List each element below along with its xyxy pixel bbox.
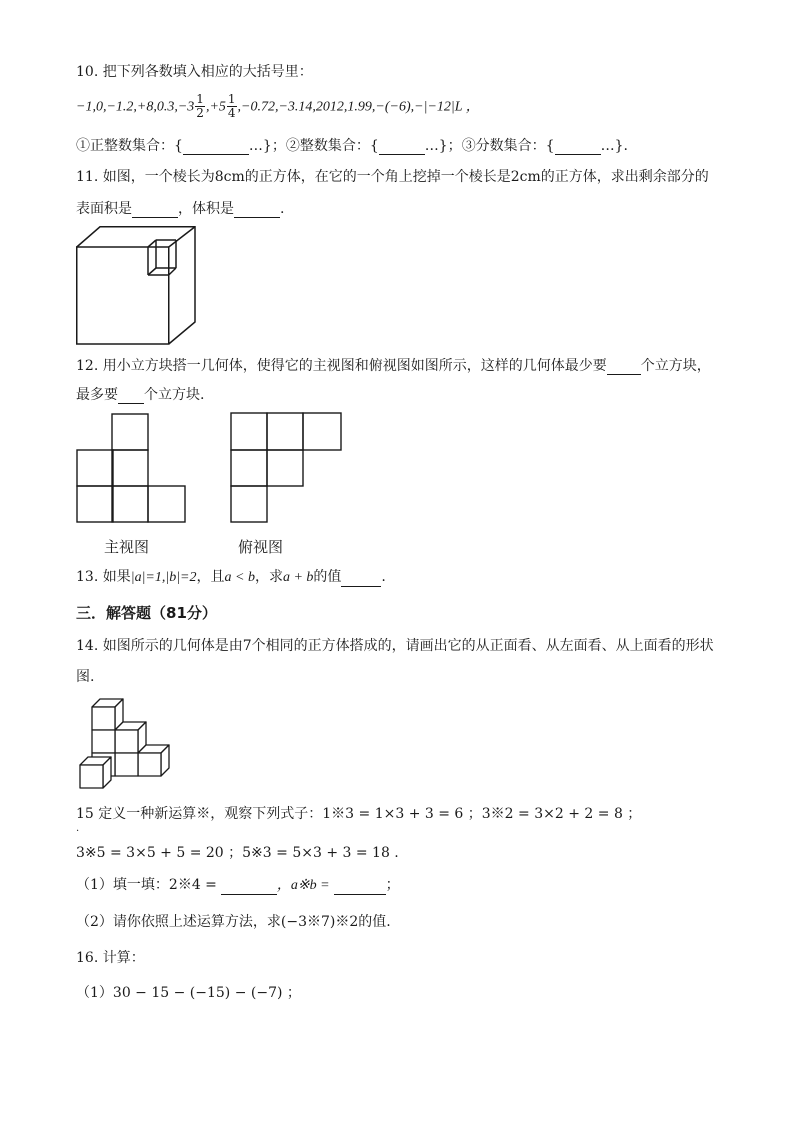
top-cell <box>231 413 267 450</box>
front-cell <box>148 486 185 522</box>
q10-numbers-a: −1,0,−1.2,+8,0.3,−3 <box>76 99 195 115</box>
top-cell <box>303 413 341 450</box>
q13-end: . <box>381 569 386 585</box>
front-cell <box>77 450 113 486</box>
cube-top-side-edges <box>77 227 195 344</box>
q12-caption-front: 主视图 <box>104 538 150 556</box>
q12-caption-top: 俯视图 <box>238 538 284 556</box>
cube-front <box>115 730 138 753</box>
section3-title: 三．解答题（81分） <box>76 604 217 622</box>
q12-min-label: 12. 用小立方块搭一几何体，使得它的主视图和俯视图如图所示，这样的几何体最少要 <box>76 358 607 374</box>
q13-middle: ，且 <box>196 569 225 585</box>
q13-ask: ，求 <box>254 569 283 585</box>
q14-line2: 图. <box>76 669 95 685</box>
front-cell <box>112 414 148 450</box>
q12-max-blank <box>118 389 144 404</box>
q10-sets <box>76 137 628 155</box>
notch-edge-6 <box>169 268 176 275</box>
notch-edge-3 <box>148 240 156 247</box>
cube-front <box>80 765 103 788</box>
q15-dot: . <box>76 823 80 834</box>
q10-numbers <box>76 93 480 121</box>
q10-set3-label: ③分数集合：{ <box>461 138 555 154</box>
notch-edge-9 <box>148 268 156 275</box>
q12-front-view <box>76 413 188 525</box>
top-cell <box>267 413 303 450</box>
front-cell <box>77 486 113 522</box>
q13-expression: a + b <box>282 570 314 585</box>
q13-blank <box>341 572 381 587</box>
q15-part1-blank1 <box>221 880 277 895</box>
top-cell <box>231 486 267 522</box>
q10-set3-blank <box>555 140 601 155</box>
q13-inequality: a < b <box>224 570 255 585</box>
q10-set2-end: …}； <box>424 138 462 154</box>
q15-part2: （2）请你依照上述运算方法，求(−3※7)※2的值. <box>76 914 391 930</box>
q10-set2-label: ②整数集合：{ <box>285 138 379 154</box>
q14-line1: 14. 如图所示的几何体是由7个相同的正方体搭成的，请画出它的从正面看、从左面看、从上面看的形状 <box>76 638 714 654</box>
top-cell <box>267 450 303 486</box>
cube-front <box>92 730 115 753</box>
q11-line2 <box>76 200 284 218</box>
q10-set1-label: ①正整数集合：{ <box>76 138 183 154</box>
q15-part1-label: （1）填一填：2※4 = <box>76 877 217 893</box>
q11-cube-figure <box>76 226 198 346</box>
q11-line1: 11. 如图，一个棱长为8cm的正方体，在它的一个角上挖掉一个棱长是2cm的正方体，求出剩余部分的 <box>76 169 709 185</box>
q11-surface-label: 表面积是 <box>76 201 132 217</box>
q13-prefix: 13. 如果 <box>76 569 131 585</box>
q10-numbers-b: ,+5 <box>205 99 226 115</box>
top-cell <box>231 450 267 486</box>
q13-line <box>76 568 386 587</box>
cube-front <box>138 753 161 776</box>
q11-end: . <box>280 201 285 217</box>
q11-volume-blank <box>234 203 280 218</box>
q11-volume-label: ，体积是 <box>178 201 234 217</box>
q15-part1-end: ； <box>385 877 400 893</box>
cube-front-face <box>77 247 169 344</box>
q12-max-label: 最多要 <box>76 387 118 403</box>
q12-line2 <box>76 386 204 404</box>
cube-front <box>92 707 115 730</box>
q10-numbers-c: ,−0.72,−3.14,2012,1.99,−(−6),−|−12|L ， <box>237 99 480 115</box>
cube-front <box>115 753 138 776</box>
q10-prompt: 10. 把下列各数填入相应的大括号里： <box>76 64 313 80</box>
front-cell <box>112 486 148 522</box>
q10-fraction-1: $\frac{1}{2}$ <box>196 92 204 120</box>
q15-part1-expr: ，a※b = <box>276 878 330 893</box>
q12-line1 <box>76 357 711 375</box>
q10-set1-blank <box>183 140 249 155</box>
q16-part1: （1）30 − 15 − (−15) − (−7) ； <box>76 985 301 1001</box>
q10-fraction-2: $\frac{1}{4}$ <box>227 92 236 120</box>
q10-set3-end: …}. <box>600 138 628 154</box>
q15-part1 <box>76 876 400 895</box>
cube-top-right-edge <box>169 227 195 247</box>
q12-min-blank <box>607 360 641 375</box>
q15-line2: 3※5 = 3×5 + 5 = 20 ；5※3 = 5×3 + 3 = 18 . <box>76 845 399 861</box>
q12-top-view <box>230 412 344 526</box>
q11-surface-blank <box>132 203 178 218</box>
q13-suffix: 的值 <box>313 569 342 585</box>
q13-condition: |a|=1,|b|=2 <box>130 570 197 585</box>
q12-max-suffix: 个立方块. <box>144 387 205 403</box>
q15-part1-blank2 <box>334 880 386 895</box>
q12-min-suffix: 个立方块， <box>640 358 711 374</box>
q10-set2-blank <box>379 140 425 155</box>
q14-cube-stack-figure <box>79 697 175 789</box>
q10-set1-end: …}； <box>248 138 286 154</box>
front-cell <box>112 450 148 486</box>
q16-title: 16. 计算： <box>76 950 145 966</box>
q15-line1: 15 定义一种新运算※，观察下列式子：1※3 = 1×3 + 3 = 6 ；3※2 = 3×2 + 2 = 8 ； <box>76 806 642 822</box>
